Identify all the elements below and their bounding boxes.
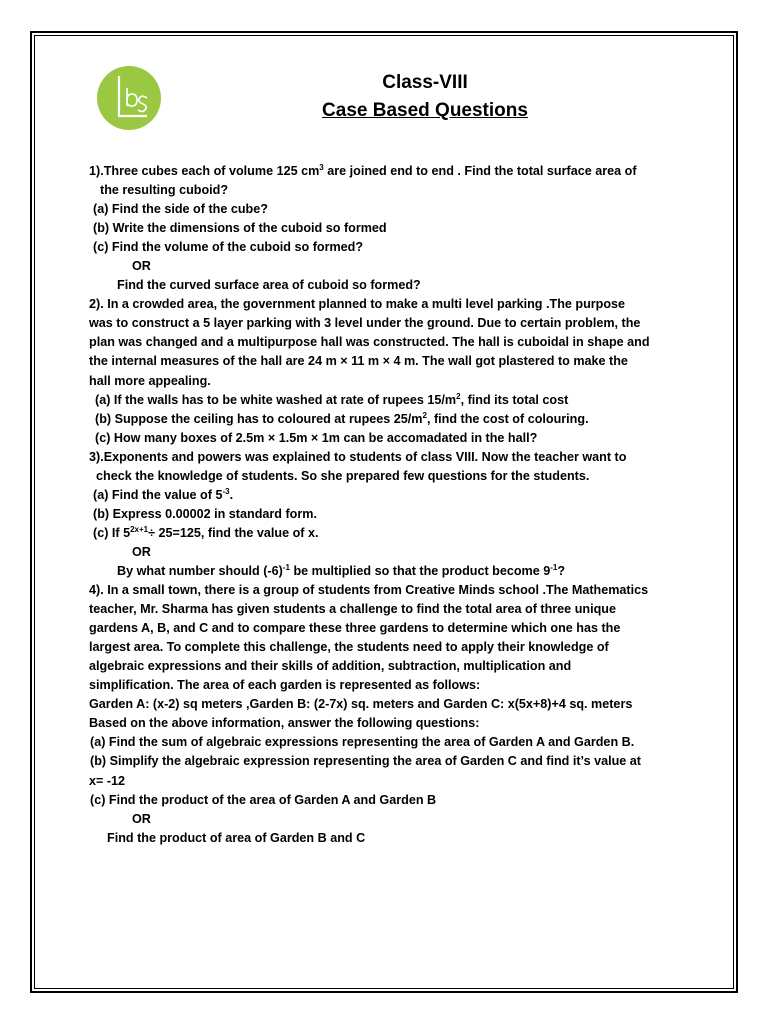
text-run: be multiplied so that the product become 9 (289, 563, 551, 578)
text-run: (b) Simplify the algebraic expression representing the area of Garden C and find it’s value at (90, 754, 641, 769)
text-line (89, 448, 689, 467)
text-run: hall more appealing. (89, 373, 211, 388)
text-run: x= -12 (89, 773, 126, 788)
text-line (89, 638, 689, 657)
text-run: teacher, Mr. Sharma has given students a challenge to find the total area of three unique (89, 602, 616, 617)
text-run: check the knowledge of students. So she prepared few questions for the students. (96, 468, 590, 483)
text-line (89, 543, 689, 562)
superscript: -3 (222, 486, 230, 496)
text-run: Find the product of area of Garden B and C (107, 830, 366, 845)
text-run: largest area. To complete this challenge, the students need to apply their knowledge of (89, 640, 609, 655)
text-line (89, 181, 689, 200)
text-run: (c) If 5 (93, 525, 131, 540)
text-run: (a) Find the side of the cube? (93, 202, 268, 217)
text-run: was to construct a 5 layer parking with 3 level under the ground. Due to certain problem, the (89, 316, 641, 331)
text-run: (b) Suppose the ceiling has to coloured at rupees 25/m (95, 411, 423, 426)
superscript: 2x+1 (130, 524, 149, 534)
text-run: OR (132, 544, 151, 559)
text-line (89, 772, 689, 791)
text-run: Garden A: (x-2) sq meters ,Garden B: (2-7x) sq. meters and Garden C: x(5x+8)+4 sq. meters (89, 697, 633, 712)
text-run: By what number should (-6) (117, 563, 283, 578)
text-run: (c) Find the product of the area of Garden A and Garden B (90, 792, 437, 807)
text-line (89, 429, 689, 448)
superscript: 2 (422, 410, 427, 420)
text-line (89, 657, 689, 676)
text-run: , find the cost of colouring. (426, 411, 589, 426)
text-run: 3).Exponents and powers was explained to students of class VIII. Now the teacher want to (89, 449, 627, 464)
text-run: 1).Three cubes each of volume 125 cm (89, 164, 320, 178)
text-line (89, 200, 689, 219)
text-line (89, 695, 689, 714)
page-title: Class-VIII (382, 72, 468, 93)
text-line (89, 733, 689, 752)
superscript: -1 (282, 562, 290, 572)
text-line (89, 581, 689, 600)
text-line (89, 314, 689, 333)
superscript: 2 (456, 391, 461, 401)
text-run: , find its total cost (460, 392, 569, 407)
text-run: are joined end to end . Find the total surface area of (323, 164, 637, 178)
text-line (89, 791, 689, 810)
text-line (89, 333, 689, 352)
text-run: (c) How many boxes of 2.5m × 1.5m × 1m can be accomadated in the hall? (95, 430, 538, 445)
text-run: (b) Express 0.00002 in standard form. (93, 506, 317, 521)
text-run: 4). In a small town, there is a group of students from Creative Minds school .The Mathematics (89, 583, 649, 598)
text-run: OR (132, 811, 151, 826)
text-line (89, 410, 689, 429)
text-line (89, 600, 689, 619)
text-line (89, 391, 689, 410)
text-run: simplification. The area of each garden is represented as follows: (89, 678, 481, 693)
text-line (89, 714, 689, 733)
text-line (89, 219, 689, 238)
text-run: ? (557, 563, 566, 578)
text-line (89, 238, 689, 257)
text-run: OR (132, 259, 151, 274)
superscript: -1 (550, 562, 558, 572)
text-line (89, 829, 689, 848)
text-line (89, 752, 689, 771)
text-line (89, 676, 689, 695)
text-run: (a) If the walls has to be white washed at rate of rupees 15/m (95, 392, 457, 407)
text-line (89, 524, 689, 543)
text-run: ÷ 25=125, find the value of x. (148, 525, 319, 540)
text-run: the resulting cuboid? (100, 183, 229, 198)
text-line (89, 810, 689, 829)
text-run: plan was changed and a multipurpose hall was constructed. The hall is cuboidal in shape and (89, 335, 650, 350)
superscript: 3 (319, 163, 324, 172)
text-run: 2). In a crowded area, the government planned to make a multi level parking .The purpose (89, 297, 626, 312)
page-subtitle: Case Based Questions (322, 100, 528, 121)
text-line (89, 467, 689, 486)
text-line (89, 162, 689, 181)
text-line (89, 352, 689, 371)
text-line (89, 295, 689, 314)
text-line (89, 619, 689, 638)
text-run: Based on the above information, answer the following questions: (89, 716, 480, 731)
question-text (89, 162, 689, 848)
text-run: the internal measures of the hall are 24 m × 11 m × 4 m. The wall got plastered to make the (89, 354, 628, 369)
text-line (89, 505, 689, 524)
text-run: (a) Find the value of 5 (93, 487, 223, 502)
text-run: (a) Find the sum of algebraic expressions representing the area of Garden A and Garden B. (90, 735, 635, 750)
text-run: (c) Find the volume of the cuboid so formed? (93, 240, 364, 255)
text-run: gardens A, B, and C and to compare these three gardens to determine which one has the (89, 621, 621, 636)
text-line (89, 257, 689, 276)
text-line (89, 276, 689, 295)
text-line (89, 486, 689, 505)
text-run: Find the curved surface area of cuboid so formed? (117, 278, 421, 293)
school-logo (97, 66, 161, 130)
text-line (89, 562, 689, 581)
text-run: (b) Write the dimensions of the cuboid so formed (93, 221, 387, 236)
text-run: . (229, 487, 234, 502)
text-line (89, 372, 689, 391)
text-run: algebraic expressions and their skills of addition, subtraction, multiplication and (89, 659, 572, 674)
